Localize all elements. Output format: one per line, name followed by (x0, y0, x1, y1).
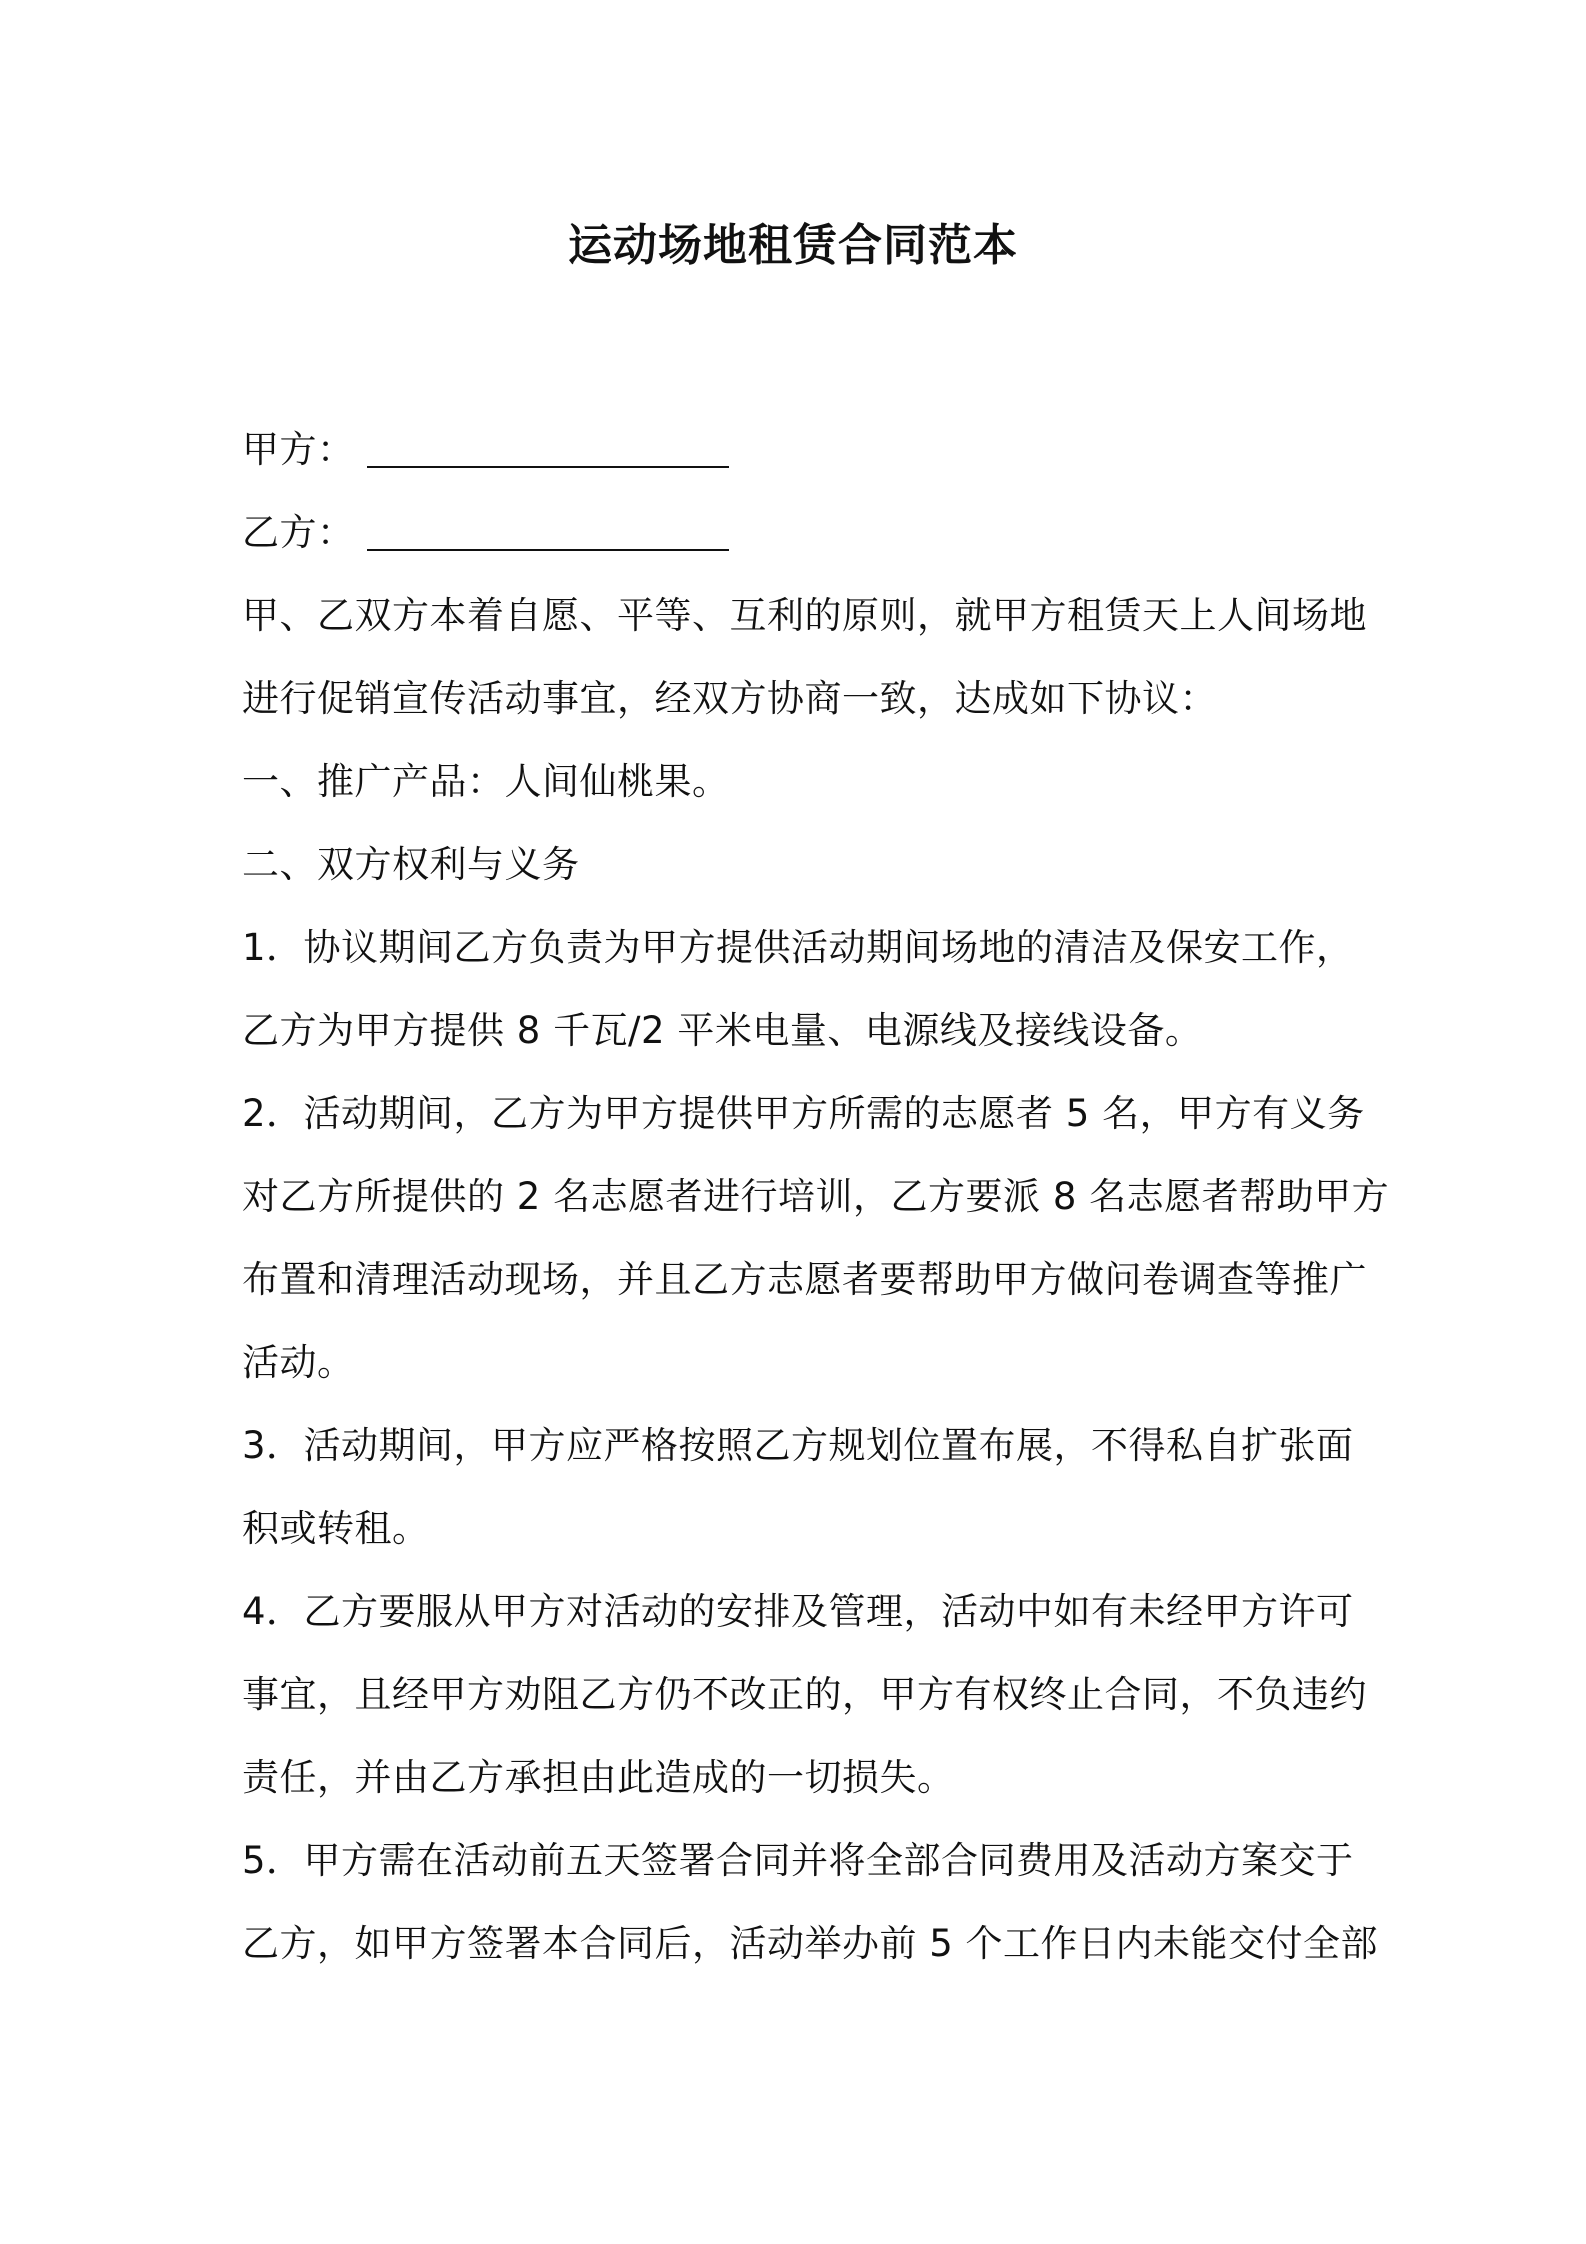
text-line: 3．活动期间，甲方应严格按照乙方规划位置布展，不得私自扩张面 (242, 1424, 1354, 1467)
text-line: 进行促销宣传活动事宜，经双方协商一致，达成如下协议： (242, 677, 1217, 720)
party-a-blank (367, 432, 729, 468)
party-b-label: 乙方： (242, 511, 355, 554)
text-line: 4．乙方要服从甲方对活动的安排及管理，活动中如有未经甲方许可 (242, 1590, 1354, 1633)
party-b-blank (367, 515, 729, 551)
party-b-line (242, 491, 1362, 574)
text-line: 二、双方权利与义务 (242, 843, 580, 886)
text-line: 乙方为甲方提供 8 千瓦/2 平米电量、电源线及接线设备。 (242, 1009, 1203, 1052)
text-line: 乙方，如甲方签署本合同后，活动举办前 5 个工作日内未能交付全部 (242, 1922, 1379, 1965)
text-line: 5．甲方需在活动前五天签署合同并将全部合同费用及活动方案交于 (242, 1839, 1354, 1882)
text-line: 甲、乙双方本着自愿、平等、互利的原则，就甲方租赁天上人间场地 (242, 594, 1367, 637)
text-line: 2．活动期间，乙方为甲方提供甲方所需的志愿者 5 名，甲方有义务 (242, 1092, 1365, 1135)
document-title: 运动场地租赁合同范本 (568, 220, 1018, 271)
text-line: 活动。 (242, 1341, 355, 1384)
text-line: 事宜，且经甲方劝阻乙方仍不改正的，甲方有权终止合同，不负违约 (242, 1673, 1367, 1716)
text-line: 责任，并由乙方承担由此造成的一切损失。 (242, 1756, 955, 1799)
party-a-line (242, 408, 1362, 491)
text-line: 一、推广产品：人间仙桃果。 (242, 760, 730, 803)
party-a-label: 甲方： (242, 428, 355, 471)
contract-body (242, 408, 1390, 1985)
text-line: 对乙方所提供的 2 名志愿者进行培训，乙方要派 8 名志愿者帮助甲方 (242, 1175, 1390, 1218)
text-line: 积或转租。 (242, 1507, 430, 1550)
text-line: 布置和清理活动现场，并且乙方志愿者要帮助甲方做问卷调查等推广 (242, 1258, 1367, 1301)
text-line: 1．协议期间乙方负责为甲方提供活动期间场地的清洁及保安工作， (242, 926, 1354, 969)
